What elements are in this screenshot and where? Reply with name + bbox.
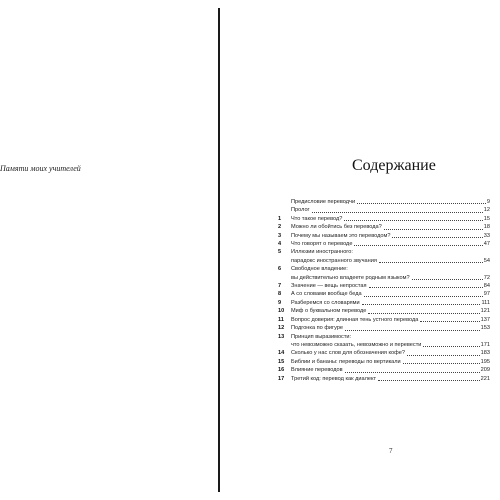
toc-entry-page: 47	[483, 241, 490, 248]
toc-entry-line	[291, 349, 490, 357]
toc-entry-title-line: Принцип выразимости:	[291, 333, 352, 340]
toc-entry	[278, 333, 490, 350]
toc-entry-number: 11	[278, 316, 284, 323]
toc-entry-body	[291, 299, 490, 307]
toc-entry-page: 72	[483, 274, 490, 281]
toc-entry	[278, 240, 490, 248]
toc-entry	[278, 324, 490, 332]
toc-entry-title-line: Иллюзии иностранного:	[291, 249, 353, 256]
left-page	[0, 0, 218, 500]
toc-entry-page: 54	[483, 257, 490, 264]
toc-entry-number: 6	[278, 266, 282, 273]
toc-entry-title: Почему мы называем это переводом?	[291, 232, 391, 239]
toc-entry-body	[291, 290, 490, 298]
toc-entry-body	[291, 366, 490, 374]
toc-entry	[278, 290, 490, 298]
toc-entry-title: что невозможно сказать, невозможно и перевести	[291, 341, 422, 348]
toc-entry-title: Предисловие переводчи	[291, 199, 356, 205]
toc-entry-number: 2	[278, 224, 282, 231]
toc-entry-title: Сколько у нас слов для обозначения кофе?	[291, 350, 405, 357]
toc-entry-line	[291, 232, 490, 240]
toc-entry-title: Что такое перевод?	[291, 215, 343, 222]
toc-entry-line	[291, 240, 490, 248]
toc-entry-body	[291, 358, 490, 366]
toc-entry-title: Разберемся со словарями	[291, 299, 360, 306]
toc-entry	[278, 282, 490, 290]
toc-dot-leader	[354, 245, 482, 246]
toc-entry-page: 209	[480, 367, 490, 374]
toc-entry-title: Что говорят о переводе	[291, 241, 353, 248]
toc-entry-line	[291, 299, 490, 307]
toc-entry	[278, 198, 490, 206]
toc-entry-page: 84	[483, 283, 490, 290]
toc-entry-title: Пролог	[291, 207, 310, 214]
toc-entry-title: Вопрос доверия: длинная тень устного перевода	[291, 316, 419, 323]
toc-entry-number: 1	[278, 215, 282, 222]
toc-entry-line	[291, 366, 490, 374]
toc-entry-number: 12	[278, 325, 285, 332]
toc-entry-number: 8	[278, 291, 282, 298]
toc-entry-line	[291, 257, 490, 265]
toc-entry	[278, 307, 490, 315]
toc-dot-leader	[357, 203, 486, 204]
toc-entry-page: 33	[483, 232, 490, 239]
toc-dot-leader	[412, 279, 483, 280]
toc-dot-leader	[378, 380, 480, 381]
toc-entry-line	[291, 215, 490, 223]
toc-entry	[278, 223, 490, 231]
toc-entry-body	[291, 282, 490, 290]
toc-entry-body	[291, 206, 490, 214]
toc-dot-leader	[392, 237, 482, 238]
toc-entry-line	[291, 341, 490, 349]
toc-entry-number: 17	[278, 375, 285, 382]
toc-entry	[278, 206, 490, 214]
toc-entry-title: парадокс иностранного звучания	[291, 257, 377, 264]
toc-entry	[278, 316, 490, 324]
toc-entry-page: 111	[481, 299, 490, 306]
toc-entry-number: 3	[278, 232, 282, 239]
toc-entry-line	[291, 316, 490, 324]
toc-entry-title: вы действительно владеете родным языком?	[291, 274, 410, 281]
toc-entry-body	[291, 316, 490, 324]
toc-entry-line	[291, 307, 490, 315]
toc-entry-body	[291, 223, 490, 231]
toc-entry	[278, 358, 490, 366]
toc-dot-leader	[379, 262, 483, 263]
toc-entry	[278, 299, 490, 307]
toc-entry-line	[291, 198, 490, 206]
toc-entry-title: Значение — вещь непростая	[291, 283, 367, 290]
toc-entry	[278, 349, 490, 357]
toc-entry-title: Подгонка по фигуре	[291, 325, 344, 332]
toc-entry-number: 7	[278, 283, 282, 290]
toc-entry-page: 18	[483, 224, 490, 231]
toc-entry-title: А со словами вообще беда	[291, 291, 362, 298]
toc-entry-line	[291, 274, 490, 282]
toc-entry-body	[291, 349, 490, 357]
toc-entry-number: 13	[278, 333, 285, 340]
toc-entry-number: 5	[278, 249, 282, 256]
toc-entry-body	[291, 198, 490, 206]
toc-entry-line	[291, 223, 490, 231]
toc-entry-body	[291, 215, 490, 223]
toc-entry-line	[291, 375, 490, 383]
toc-dot-leader	[345, 330, 480, 331]
toc-entry-number: 4	[278, 241, 282, 248]
toc-entry	[278, 366, 490, 374]
table-of-contents	[278, 198, 490, 383]
toc-entry-page: 97	[483, 291, 490, 298]
dedication: Памяти моих учителей	[0, 164, 81, 173]
toc-entry-page: 12	[483, 207, 490, 214]
toc-entry	[278, 248, 490, 265]
toc-entry-page: 221	[480, 375, 490, 382]
toc-entry-body	[291, 375, 490, 383]
toc-entry-body	[291, 240, 490, 248]
toc-entry-page: 171	[480, 341, 490, 348]
toc-entry-body	[291, 265, 490, 282]
toc-dot-leader	[362, 304, 481, 305]
toc-entry-page: 137	[480, 316, 490, 323]
toc-entry-page: 183	[480, 350, 490, 357]
toc-entry-body	[291, 324, 490, 332]
toc-entry-body	[291, 232, 490, 240]
toc-dot-leader	[369, 287, 483, 288]
toc-dot-leader	[345, 372, 480, 373]
toc-entry-title: Можно ли обойтись без перевода?	[291, 224, 382, 231]
toc-entry	[278, 232, 490, 240]
toc-entry-title: Библии и бананы: переводы по вертикали	[291, 358, 401, 365]
toc-entry-number: 16	[278, 367, 285, 374]
toc-dot-leader	[368, 313, 479, 314]
toc-dot-leader	[312, 212, 483, 213]
toc-entry-page: 195	[480, 358, 490, 365]
toc-entry-title-line: Свободное владение:	[291, 266, 348, 273]
toc-entry-line	[291, 358, 490, 366]
toc-entry-line	[291, 290, 490, 298]
toc-entry-title: Третий код: перевод как диалект	[291, 375, 377, 382]
toc-entry-number: 14	[278, 350, 285, 357]
toc-dot-leader	[420, 321, 479, 322]
toc-dot-leader	[403, 363, 480, 364]
toc-entry-page: 9	[486, 199, 490, 205]
toc-entry-number: 9	[278, 299, 282, 306]
toc-title: Содержание	[352, 157, 436, 174]
toc-dot-leader	[364, 296, 483, 297]
toc-entry-body	[291, 333, 490, 350]
toc-entry-page: 121	[480, 308, 490, 315]
toc-dot-leader	[344, 220, 482, 221]
toc-entry	[278, 375, 490, 383]
toc-entry-body	[291, 248, 490, 265]
toc-entry-page: 15	[483, 215, 490, 222]
toc-dot-leader	[384, 229, 483, 230]
toc-entry-line	[291, 282, 490, 290]
toc-entry	[278, 215, 490, 223]
toc-entry-body	[291, 307, 490, 315]
toc-dot-leader	[423, 346, 479, 347]
toc-dot-leader	[407, 355, 480, 356]
toc-entry	[278, 265, 490, 282]
toc-entry-number: 10	[278, 308, 285, 315]
toc-entry-title: Влияние переводов	[291, 367, 343, 374]
right-page	[220, 0, 500, 500]
toc-entry-title: Миф о буквальном переводе	[291, 308, 367, 315]
toc-entry-line	[291, 206, 490, 214]
toc-entry-line	[291, 324, 490, 332]
toc-entry-number: 15	[278, 358, 285, 365]
toc-entry-page: 153	[480, 325, 490, 332]
page-number: 7	[389, 447, 393, 455]
